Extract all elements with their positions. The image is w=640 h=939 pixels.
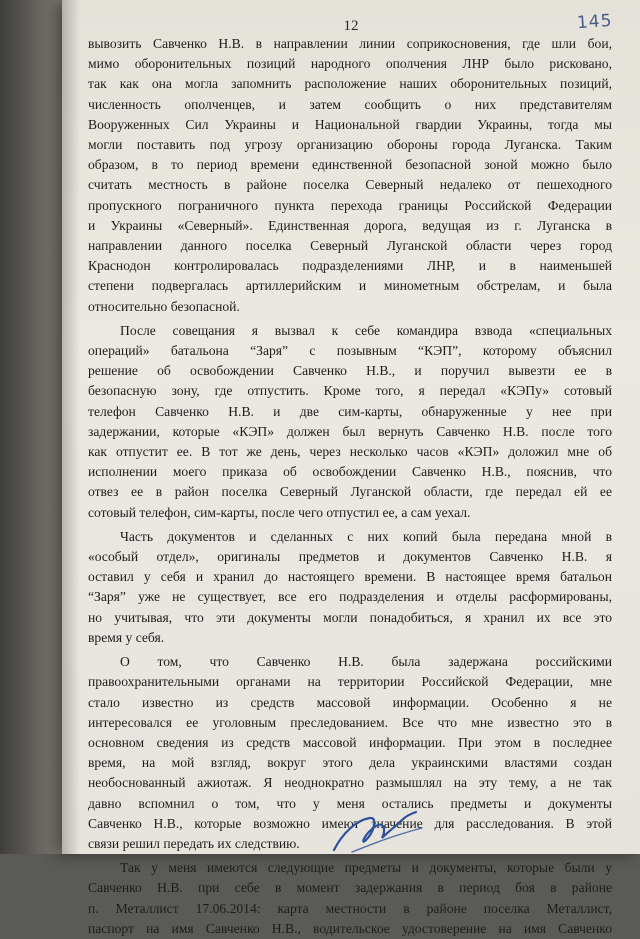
text-line: Часть документов и сделанных с них копий была передана мной в — [120, 528, 612, 544]
text-line: Савченко Н.В., которые возможно имеют значение для расследования. В этой — [88, 815, 612, 831]
text-line: Савченко Н.В. при себе в момент задержания в период боя в районе — [88, 880, 612, 896]
text-line: правоохранительными органами на территории Российской Федерации, мне — [88, 674, 612, 690]
text-line: стало известно из средств массовой информации. Особенно я не — [88, 694, 612, 710]
text-line: задержании, которые «КЭП» должен был вернуть Савченко Н.В. после того — [88, 423, 612, 439]
text-line: необоснованный ажиотаж. Я неоднократно размышлял на эту тему, а не так — [88, 775, 612, 791]
text-line: интересовался ее уголовным преследованием. Все что мне известно это в — [88, 714, 612, 730]
text-line: как отпустит ее. В тот же день, через несколько часов «КЭП» доложил мне об — [88, 444, 612, 460]
text-line: Краснодон контролировалась подразделениями ЛНР, и в наименьшей — [88, 258, 612, 274]
text-line: численность ополченцев, и затем сообщить о них представителям — [88, 96, 612, 112]
document-body — [88, 34, 612, 939]
text-line: основном сведения из средств массовой информации. При этом в последнее — [88, 734, 612, 750]
document-page — [62, 0, 640, 936]
handwritten-signature — [312, 806, 432, 854]
text-line: После совещания я вызвал к себе командира взвода «специальных — [120, 322, 612, 338]
text-line: время, на мой взгляд, вокруг этого дела украинскими властями создан — [88, 755, 612, 771]
text-line: связи решил передать их следствию. — [88, 835, 300, 851]
text-line: считать местность в районе поселка Северный недалеко от пешеходного — [88, 177, 612, 193]
text-line: Так у меня имеются следующие предметы и документы, которые были у — [120, 860, 612, 876]
text-line: оставил у себя и хранил до настоящего времени. В настоящее время батальон — [88, 569, 612, 585]
text-line: так как она могла запомнить расположение наших оборонительных позиций, — [88, 76, 612, 92]
text-line: отвез ее в район поселка Северный Луганской области, где передал ей ее — [88, 484, 612, 500]
text-line: направлении данного поселка Северный Луганской области через город — [88, 238, 612, 254]
text-line: «особый отдел», оригиналы предметов и документов Савченко Н.В. я — [88, 549, 612, 565]
text-line: могли поставить под угрозу организацию обороны города Луганска. Таким — [88, 137, 612, 153]
text-line: и Украины «Северный». Единственная дорога, ведущая из г. Луганска в — [88, 217, 612, 233]
text-line: п. Металлист 17.06.2014: карта местности в районе поселка Металлист, — [88, 900, 612, 916]
text-line: вывозить Савченко Н.В. в направлении линии соприкосновения, где шли бои, — [88, 36, 612, 51]
text-line: степени подвергалась артиллерийским и минометным обстрелам, и была — [88, 278, 612, 294]
text-line: образом, в то период времени единственной безопасной зоной можно было — [88, 157, 612, 173]
text-line: мимо оборонительных позиций народного ополчения ЛНР было рисковано, — [88, 56, 612, 72]
text-line: исполнении моего приказа об освобождении Савченко Н.В., пояснив, что — [88, 464, 612, 480]
text-line: безопасную зону, где отпустить. Кроме того, я передал «КЭПу» сотовый — [88, 383, 612, 399]
text-line: но учитывая, что эти документы могли понадобиться, я хранил их все это — [88, 609, 612, 625]
text-line: сотовый телефон, сим-карты, после чего отпустил ее, а сам уехал. — [88, 504, 471, 520]
text-line: давно вспомнил о том, что у меня остались предметы и документы — [88, 795, 612, 811]
page-number: 12 — [343, 18, 359, 34]
text-line: время у себя. — [88, 629, 165, 645]
text-line: телефон Савченко Н.В. и две сим-карты, обнаруженные у нее при — [88, 403, 612, 419]
text-line: “Заря” уже не существует, все его подразделения и отделы расформированы, — [88, 589, 612, 605]
text-line: пропускного пограничного пункта перехода границы Российской Федерации — [88, 197, 612, 213]
handwritten-sheet-number: 145 — [575, 10, 613, 34]
text-line: паспорт на имя Савченко Н.В., водительское удостоверение на имя Савченко — [88, 920, 612, 936]
text-line: Вооруженных Сил Украины и Национальной гвардии Украины, тогда мы — [88, 116, 612, 132]
text-line: относительно безопасной. — [88, 298, 240, 314]
text-line: О том, что Савченко Н.В. была задержана российскими — [120, 654, 612, 670]
text-line: операций» батальона “Заря” с позывным “КЭП”, которому объяснил — [88, 343, 612, 359]
text-line: решение об освобождении Савченко Н.В., и поручил вывезти ее в — [88, 363, 612, 379]
